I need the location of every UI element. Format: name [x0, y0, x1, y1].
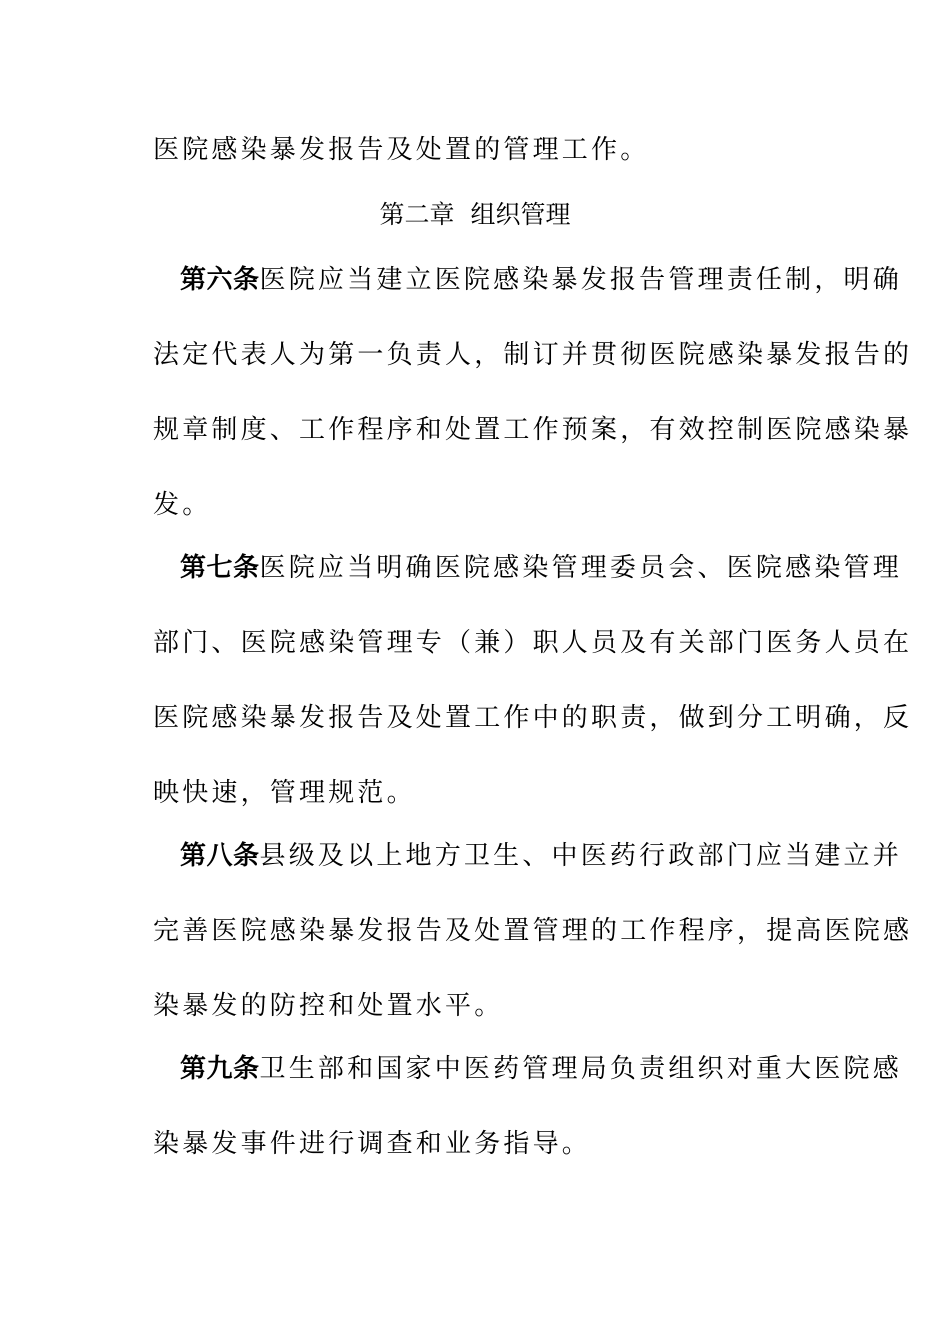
article-6-text-line-4: 发。	[153, 490, 212, 520]
article-8-text-line-2: 完善医院感染暴发报告及处置管理的工作程序，提高医院感	[153, 916, 913, 946]
article-6-label: 第六条	[180, 265, 260, 295]
article-6-text-line-3: 规章制度、工作程序和处置工作预案，有效控制医院感染暴	[153, 415, 913, 445]
chapter-title: 组织管理	[470, 200, 571, 229]
article-9-label: 第九条	[180, 1054, 260, 1084]
article-7-text-line-1: 医院应当明确医院感染管理委员会、医院感染管理	[259, 553, 902, 583]
article-8-text-line-3: 染暴发的防控和处置水平。	[153, 991, 504, 1021]
intro-text-line: 医院感染暴发报告及处置的管理工作。	[153, 135, 650, 165]
chapter-heading	[0, 198, 950, 232]
article-7-label: 第七条	[180, 553, 260, 583]
article-6-text-line-1: 医院应当建立医院感染暴发报告管理责任制，明确	[259, 265, 902, 295]
article-7-text-line-3: 医院感染暴发报告及处置工作中的职责，做到分工明确，反	[153, 703, 913, 733]
article-7-first-line	[180, 552, 902, 584]
article-6-first-line	[180, 264, 902, 296]
chapter-number: 第二章	[379, 200, 455, 229]
article-7-text-line-4: 映快速，管理规范。	[153, 778, 416, 808]
article-7-text-line-2: 部门、医院感染管理专（兼）职人员及有关部门医务人员在	[153, 628, 913, 658]
article-8-text-line-1: 县级及以上地方卫生、中医药行政部门应当建立并	[259, 841, 902, 871]
article-9-first-line	[180, 1053, 902, 1085]
article-8-label: 第八条	[180, 841, 260, 871]
article-6-text-line-2: 法定代表人为第一负责人，制订并贯彻医院感染暴发报告的	[153, 340, 913, 370]
article-9-text-line-1: 卫生部和国家中医药管理局负责组织对重大医院感	[259, 1054, 902, 1084]
article-9-text-line-2: 染暴发事件进行调查和业务指导。	[153, 1129, 592, 1159]
article-8-first-line	[180, 840, 902, 872]
